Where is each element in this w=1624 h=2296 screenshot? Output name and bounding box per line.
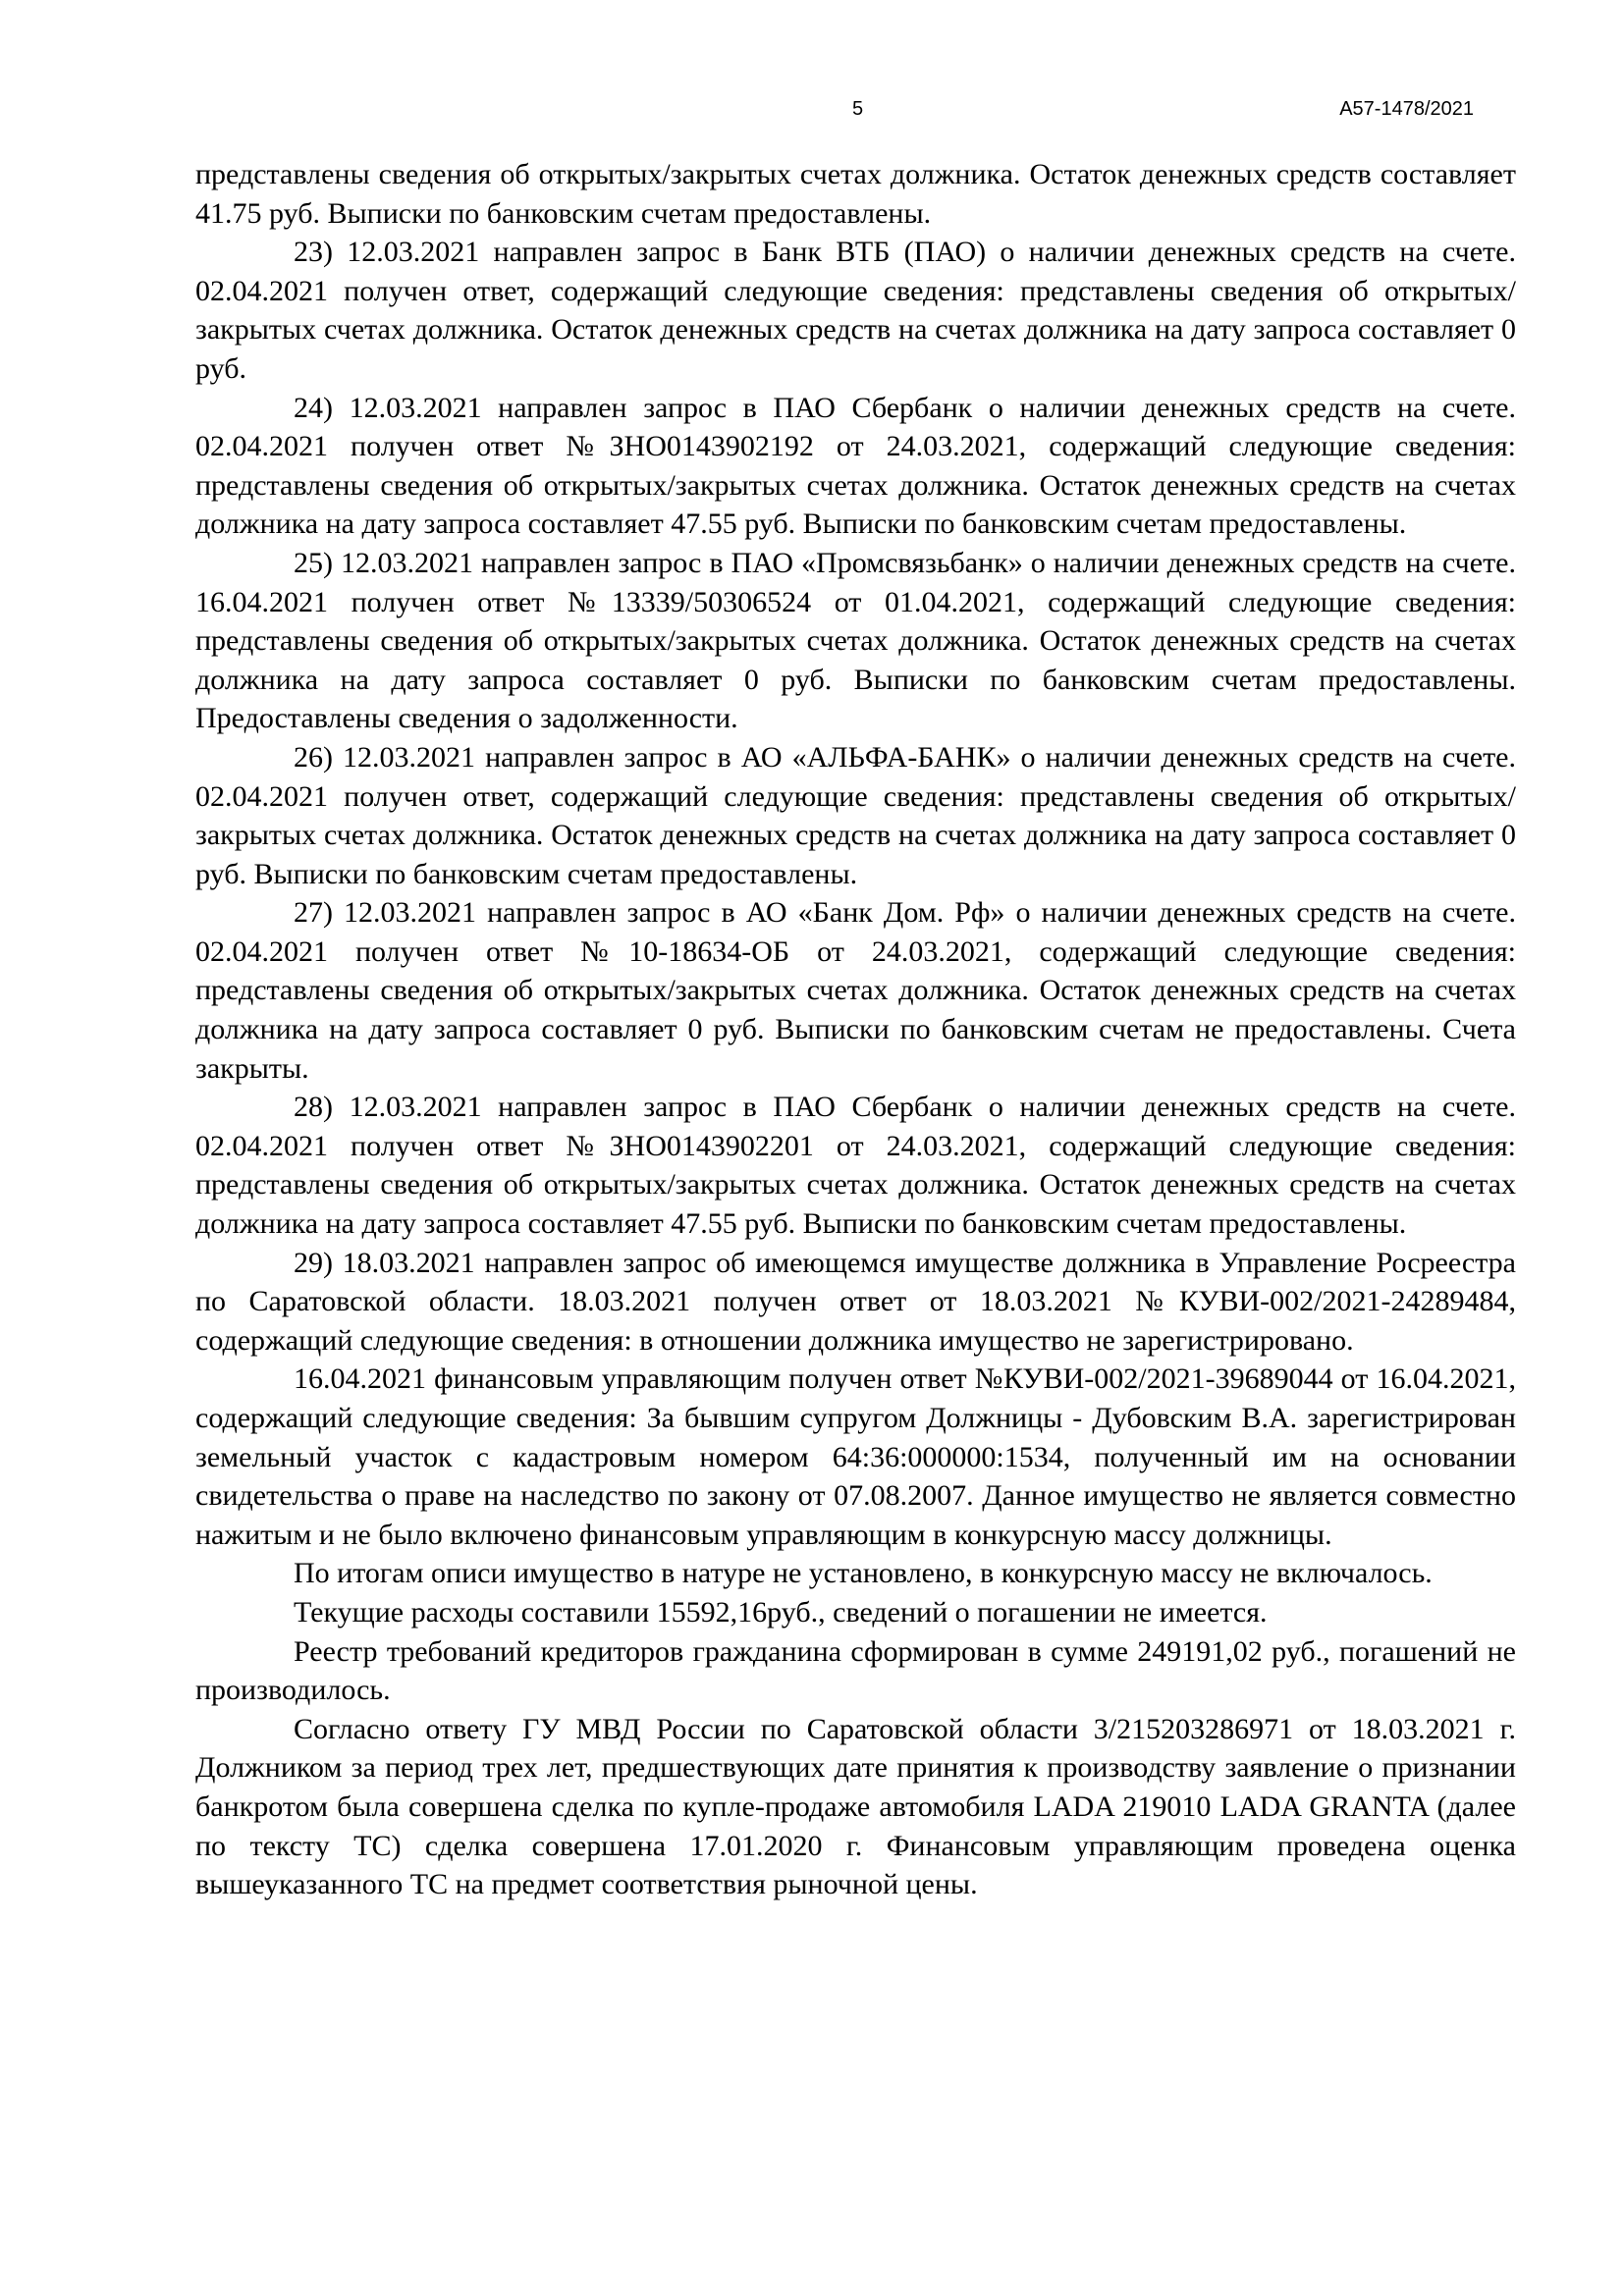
- document-body: [195, 155, 1516, 1904]
- paragraph-item-24: 24) 12.03.2021 направлен запрос в ПАО Сбербанк о наличии денежных средств на счете. 02.04.2021 получен ответ №ЗНО0143902192 от 24.03.2021, содержащий следующие сведения: представлены сведения об открытых/закрытых счетах должника. Остаток денежных средств на счетах должника на дату запроса составляет 47.55 руб. Выписки по банковским счетам предоставлены.: [195, 391, 1516, 541]
- paragraph-item-29: 29) 18.03.2021 направлен запрос об имеющемся имуществе должника в Управление Росреестра по Саратовской области. 18.03.2021 получен ответ от 18.03.2021 №КУВИ-002/2021-24289484, содержащий следующие сведения: в отношении должника имущество не зарегистрировано.: [195, 1246, 1516, 1357]
- page-header: [0, 98, 1624, 128]
- paragraph-inventory-result: По итогам описи имущество в натуре не установлено, в конкурсную массу не включалось.: [294, 1557, 1433, 1590]
- paragraph-creditor-registry: Реестр требований кредиторов гражданина сформирован в сумме 249191,02 руб., погашений не производилось.: [195, 1634, 1516, 1707]
- paragraph-item-28: 28) 12.03.2021 направлен запрос в ПАО Сбербанк о наличии денежных средств на счете. 02.04.2021 получен ответ №ЗНО0143902201 от 24.03.2021, содержащий следующие сведения: представлены сведения об открытых/закрытых счетах должника. Остаток денежных средств на счетах должника на дату запроса составляет 47.55 руб. Выписки по банковским счетам предоставлены.: [195, 1091, 1516, 1241]
- paragraph-item-25: 25) 12.03.2021 направлен запрос в ПАО «Промсвязьбанк» о наличии денежных средств на счете. 16.04.2021 получен ответ №13339/50306524 от 01.04.2021, содержащий следующие сведения: представлены сведения об открытых/закрытых счетах должника. Остаток денежных средств на счетах должника на дату запроса составляет 0 руб. Выписки по банковским счетам предоставлены. Предоставлены сведения о задолженности.: [195, 546, 1516, 735]
- paragraph-item-27: 27) 12.03.2021 направлен запрос в АО «Банк Дом. Рф» о наличии денежных средств на счете. 02.04.2021 получен ответ №10-18634-ОБ от 24.03.2021, содержащий следующие сведения: представлены сведения об открытых/закрытых счетах должника. Остаток денежных средств на счетах должника на дату запроса составляет 0 руб. Выписки по банковским счетам не предоставлены. Счета закрыты.: [195, 896, 1516, 1085]
- paragraph-vehicle-transaction: Согласно ответу ГУ МВД России по Саратовской области 3/215203286971 от 18.03.2021 г. Должником за период трех лет, предшествующих дате принятия к производству заявление о признании банкротом была совершена сделка по купле-продаже автомобиля LADA 219010 LADA GRANTA (далее по тексту ТС) сделка совершена 17.01.2020 г. Финансовым управляющим проведена оценка вышеуказанного ТС на предмет соответствия рыночной цены.: [195, 1712, 1516, 1901]
- paragraph-current-expenses: Текущие расходы составили 15592,16руб., сведений о погашении не имеется.: [294, 1595, 1268, 1629]
- paragraph-item-23: 23) 12.03.2021 направлен запрос в Банк ВТБ (ПАО) о наличии денежных средств на счете. 02.04.2021 получен ответ, содержащий следующие сведения: представлены сведения об открытых/закрытых счетах должника. Остаток денежных средств на счетах должника на дату запроса составляет 0 руб.: [195, 236, 1516, 385]
- paragraph-continuation: представлены сведения об открытых/закрытых счетах должника. Остаток денежных средств составляет 41.75 руб. Выписки по банковским счетам предоставлены.: [195, 158, 1516, 230]
- paragraph-item-26: 26) 12.03.2021 направлен запрос в АО «АЛЬФА-БАНК» о наличии денежных средств на счете. 02.04.2021 получен ответ, содержащий следующие сведения: представлены сведения об открытых/закрытых счетах должника. Остаток денежных средств на счетах должника на дату запроса составляет 0 руб. Выписки по банковским счетам предоставлены.: [195, 740, 1516, 890]
- page-number: 5: [852, 98, 864, 120]
- paragraph-rosreestr-response: 16.04.2021 финансовым управляющим получен ответ №КУВИ-002/2021-39689044 от 16.04.2021, содержащий следующие сведения: За бывшим супругом Должницы - Дубовским В.А. зарегистрирован земельный участок с кадастровым номером 64:36:000000:1534, полученный им на основании свидетельства о праве на наследство по закону от 07.08.2007. Данное имущество не является совместно нажитым и не было включено финансовым управляющим в конкурсную массу должницы.: [195, 1362, 1516, 1551]
- case-number: А57-1478/2021: [1339, 98, 1474, 120]
